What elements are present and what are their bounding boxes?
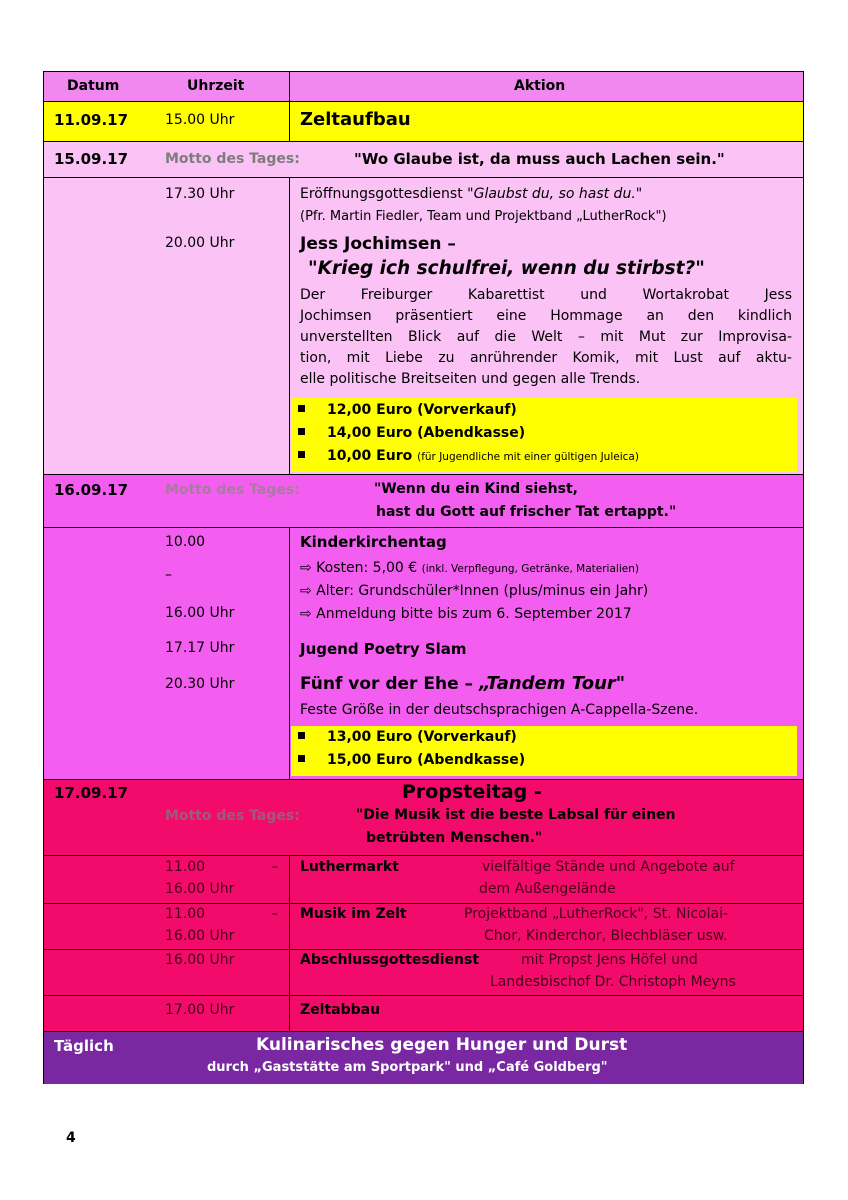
time-1717: 17.17 Uhr <box>165 640 235 656</box>
time-1730: 17.30 Uhr <box>165 186 235 202</box>
motto-1709-line1: "Die Musik ist die beste Labsal für einen <box>356 807 676 823</box>
alter-line: ⇨ Alter: Grundschüler*Innen (plus/minus ein Jahr) <box>300 583 649 599</box>
day-row-1509-motto <box>43 142 804 178</box>
motto-1509: "Wo Glaube ist, da muss auch Lachen sein." <box>354 150 725 168</box>
jochimsen-description <box>300 285 792 390</box>
time-1600: 16.00 Uhr <box>165 952 235 968</box>
time-start: 11.00 <box>165 859 206 875</box>
price-item: 10,00 Euro (für Jugendliche mit einer gültigen Juleica) <box>298 448 639 464</box>
day-row-1709-motto <box>43 780 804 856</box>
time-2000: 20.00 Uhr <box>165 235 235 251</box>
daily-title: Kulinarisches gegen Hunger und Durst <box>256 1035 628 1055</box>
poetry-slam-title: Jugend Poetry Slam <box>300 640 467 658</box>
time-dash: – <box>165 567 172 583</box>
price-item: 12,00 Euro (Vorverkauf) <box>298 402 517 418</box>
musik-desc-1: Projektband „LutherRock", St. Nicolai- <box>464 906 729 922</box>
abschluss-title: Abschlussgottesdienst <box>300 952 480 968</box>
day-row-1509-events <box>43 178 804 475</box>
price-item: 13,00 Euro (Vorverkauf) <box>298 729 517 745</box>
eroeffnung-subtitle: "Glaubst du, so hast du." <box>467 186 643 202</box>
jochimsen-subtitle: "Krieg ich schulfrei, wenn du stirbst?" <box>308 258 705 279</box>
kosten-line: ⇨ Kosten: 5,00 € (inkl. Verpflegung, Getränke, Materialien) <box>300 560 639 576</box>
motto-label-1509: Motto des Tages: <box>165 151 300 167</box>
date-1609: 16.09.17 <box>54 481 129 499</box>
musik-desc-2: Chor, Kinderchor, Blechbläser usw. <box>484 928 728 944</box>
time-dash: – <box>271 859 278 875</box>
desc-line-1: Der Freiburger Kabarettist und Wortakrobat Jess <box>300 287 792 303</box>
table-header <box>43 71 804 102</box>
time-start: 11.00 <box>165 906 206 922</box>
daily-subtitle: durch „Gaststätte am Sportpark" und „Café Goldberg" <box>207 1060 608 1075</box>
time-1109: 15.00 Uhr <box>165 112 235 128</box>
desc-line-5: elle politische Breitseiten und gegen alle Trends. <box>300 371 641 387</box>
day-row-1609-motto <box>43 475 804 528</box>
date-1509: 15.09.17 <box>54 150 129 168</box>
desc-line-2: Jochimsen präsentiert eine Hommage an den kindlich <box>300 308 792 324</box>
header-datum: Datum <box>67 78 120 94</box>
event-zeltabbau <box>43 996 804 1032</box>
luthermarkt-title: Luthermarkt <box>300 859 399 875</box>
date-1109: 11.09.17 <box>54 111 129 129</box>
price-item: 15,00 Euro (Abendkasse) <box>298 752 525 768</box>
motto-1609-line1: "Wenn du ein Kind siehst, <box>374 481 578 497</box>
motto-1709-line2: betrübten Menschen." <box>366 830 543 846</box>
motto-label-1709: Motto des Tages: <box>165 808 300 824</box>
eroeffnung-line <box>300 186 642 202</box>
price-item: 14,00 Euro (Abendkasse) <box>298 425 525 441</box>
date-1709: 17.09.17 <box>54 784 129 802</box>
desc-line-3: unverstellten Blick auf die Welt – mit Mut zur Improvisa- <box>300 329 792 345</box>
time-end: 16.00 Uhr <box>165 881 235 897</box>
jochimsen-title: Jess Jochimsen – <box>300 234 456 254</box>
zeltaufbau-title: Zeltaufbau <box>300 109 411 130</box>
kinderkirchentag-title: Kinderkirchentag <box>300 533 447 551</box>
anmeldung-line: ⇨ Anmeldung bitte bis zum 6. September 2017 <box>300 606 632 622</box>
price-box-1609 <box>291 726 797 776</box>
tandem-title-line: Fünf vor der Ehe – „Tandem Tour" <box>300 673 626 694</box>
time-1600: 16.00 Uhr <box>165 605 235 621</box>
desc-line-4: tion, mit Liebe zu anrührender Komik, mit Lust auf aktu- <box>300 350 792 366</box>
zeltabbau-title: Zeltabbau <box>300 1002 381 1018</box>
time-end: 16.00 Uhr <box>165 928 235 944</box>
tandem-desc: Feste Größe in der deutschsprachigen A-Cappella-Szene. <box>300 702 699 718</box>
eroeffnung-note: (Pfr. Martin Fiedler, Team und Projektband „LutherRock") <box>300 209 667 224</box>
propsteitag-title: Propsteitag - <box>402 781 542 803</box>
abschluss-desc-1: mit Propst Jens Höfel und <box>521 952 698 968</box>
luthermarkt-desc-1: vielfältige Stände und Angebote auf <box>482 859 735 875</box>
page-number: 4 <box>66 1130 76 1146</box>
daily-label: Täglich <box>54 1037 114 1055</box>
luthermarkt-desc-2: dem Außengelände <box>479 881 616 897</box>
time-1700: 17.00 Uhr <box>165 1002 235 1018</box>
event-musik-im-zelt <box>43 904 804 950</box>
daily-row <box>43 1032 804 1084</box>
event-luthermarkt <box>43 856 804 904</box>
motto-1609-line2: hast du Gott auf frischer Tat ertappt." <box>376 504 677 520</box>
motto-label-1609: Motto des Tages: <box>165 482 300 498</box>
price-box-1509 <box>291 398 797 472</box>
abschluss-desc-2: Landesbischof Dr. Christoph Meyns <box>490 974 736 990</box>
time-1000: 10.00 <box>165 534 206 550</box>
time-dash: – <box>271 906 278 922</box>
event-abschlussgottesdienst <box>43 950 804 996</box>
day-row-1609-events <box>43 528 804 780</box>
musik-title: Musik im Zelt <box>300 906 407 922</box>
day-row-1109 <box>43 102 804 142</box>
time-2030: 20.30 Uhr <box>165 676 235 692</box>
header-aktion: Aktion <box>514 78 566 94</box>
schedule-table <box>43 71 804 1084</box>
eroeffnung-title: Eröffnungsgottesdienst <box>300 186 463 202</box>
header-uhrzeit: Uhrzeit <box>187 78 245 94</box>
